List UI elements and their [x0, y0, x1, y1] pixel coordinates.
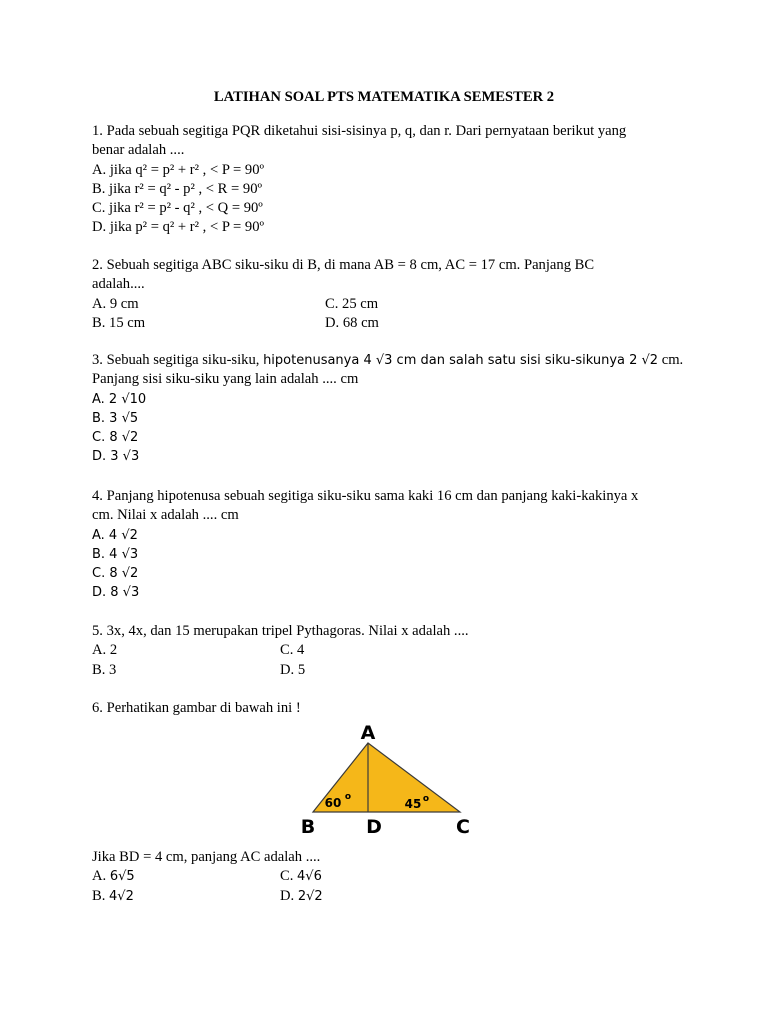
question-6-option-d-value: 2√2: [297, 888, 323, 904]
question-5-option-b: B. 3: [92, 661, 117, 678]
question-1-text-cont: benar adalah ....: [92, 142, 185, 159]
angle-c-value: 45: [404, 797, 422, 811]
triangle-figure: [298, 722, 480, 840]
question-6-option-a: [92, 868, 135, 884]
question-2: [92, 256, 692, 333]
angle-c-degree: o: [422, 794, 430, 804]
question-6-option-d: [280, 887, 323, 906]
question-6-option-c: [280, 867, 322, 886]
question-1-text: 1. Pada sebuah segitiga PQR diketahui sisi-sisinya p, q, dan r. Dari pernyataan berikut yang: [92, 123, 627, 139]
question-6-option-a-value: 6√5: [109, 869, 135, 885]
question-3-text: [92, 351, 692, 370]
question-2-option-d: D. 68 cm: [325, 314, 379, 331]
question-6-option-c-value: 4√6: [297, 869, 322, 885]
angle-b-degree: o: [344, 792, 352, 802]
question-3-text-cont: Panjang sisi siku-siku yang lain adalah .... cm: [92, 371, 359, 388]
question-4-option-c: C. 8 √2: [92, 566, 139, 582]
label-d: D: [366, 816, 382, 838]
question-6: [92, 699, 692, 718]
question-3-text-part-3: cm.: [658, 352, 684, 368]
question-6-option-b-value: 4√2: [109, 888, 134, 904]
question-2-text-cont: adalah....: [92, 276, 145, 293]
question-5: [92, 622, 692, 680]
question-4-option-a: A. 4 √2: [92, 527, 138, 543]
question-2-option-a: A. 9 cm: [92, 295, 139, 312]
question-4-option-b: B. 4 √3: [92, 546, 139, 562]
question-1: [92, 122, 692, 238]
question-5-options-row-2: [92, 661, 692, 680]
question-3-text-part-1: 3. Sebuah segitiga siku-siku,: [92, 352, 264, 368]
question-3-text-part-2: hipotenusanya 4 √3 cm dan salah satu sisi siku-sikunya 2 √2: [263, 353, 659, 368]
page-title: LATIHAN SOAL PTS MATEMATIKA SEMESTER 2: [213, 89, 555, 105]
question-4-option-d: D. 8 √3: [92, 585, 140, 601]
question-4-text-cont: cm. Nilai x adalah .... cm: [92, 507, 239, 524]
label-a: A: [360, 722, 376, 744]
question-1-option-d: D. jika p² = q² + r² , < P = 90º: [92, 219, 265, 236]
question-5-option-a: A. 2: [92, 642, 118, 659]
question-3-option-a: A. 2 √10: [92, 391, 147, 407]
question-2-text: 2. Sebuah segitiga ABC siku-siku di B, di mana AB = 8 cm, AC = 17 cm. Panjang BC: [92, 257, 595, 273]
label-b: B: [300, 816, 316, 838]
question-2-options-row-2: [92, 314, 692, 333]
question-1-option-b: B. jika r² = q² - p² , < R = 90º: [92, 180, 263, 197]
question-2-option-b: B. 15 cm: [92, 314, 146, 331]
label-c: C: [456, 816, 470, 838]
question-6-options-row-2: [92, 887, 692, 906]
question-1-option-a: A. jika q² = p² + r² , < P = 90º: [92, 161, 265, 178]
question-2-options-row-1: [92, 295, 692, 314]
question-6-question: Jika BD = 4 cm, panjang AC adalah ....: [92, 849, 321, 865]
question-6-option-d-prefix: D.: [280, 887, 298, 904]
question-3-option-b: B. 3 √5: [92, 410, 139, 426]
question-4-text: 4. Panjang hipotenusa sebuah segitiga siku-siku sama kaki 16 cm dan panjang kaki-kakinya x: [92, 488, 639, 504]
question-5-option-d: D. 5: [280, 661, 306, 678]
question-6-body: [92, 848, 692, 906]
question-6-option-b: [92, 888, 134, 904]
question-6-option-b-prefix: B.: [92, 887, 110, 904]
question-6-option-a-prefix: A.: [92, 868, 110, 885]
question-6-text: 6. Perhatikan gambar di bawah ini !: [92, 700, 301, 716]
question-2-option-c: C. 25 cm: [325, 295, 379, 312]
question-1-option-c: C. jika r² = p² - q² , < Q = 90º: [92, 200, 263, 217]
question-4: [92, 487, 692, 603]
triangle-diagram: [298, 722, 480, 840]
question-6-option-c-prefix: C.: [280, 868, 298, 885]
question-3: [92, 351, 692, 467]
question-3-option-c: C. 8 √2: [92, 430, 139, 446]
question-5-text: 5. 3x, 4x, dan 15 merupakan tripel Pythagoras. Nilai x adalah ....: [92, 623, 469, 639]
angle-b-value: 60: [324, 796, 342, 810]
question-5-options-row-1: [92, 641, 692, 660]
question-3-option-d: D. 3 √3: [92, 449, 140, 465]
question-6-options-row-1: [92, 867, 692, 886]
question-5-option-c: C. 4: [280, 642, 305, 659]
